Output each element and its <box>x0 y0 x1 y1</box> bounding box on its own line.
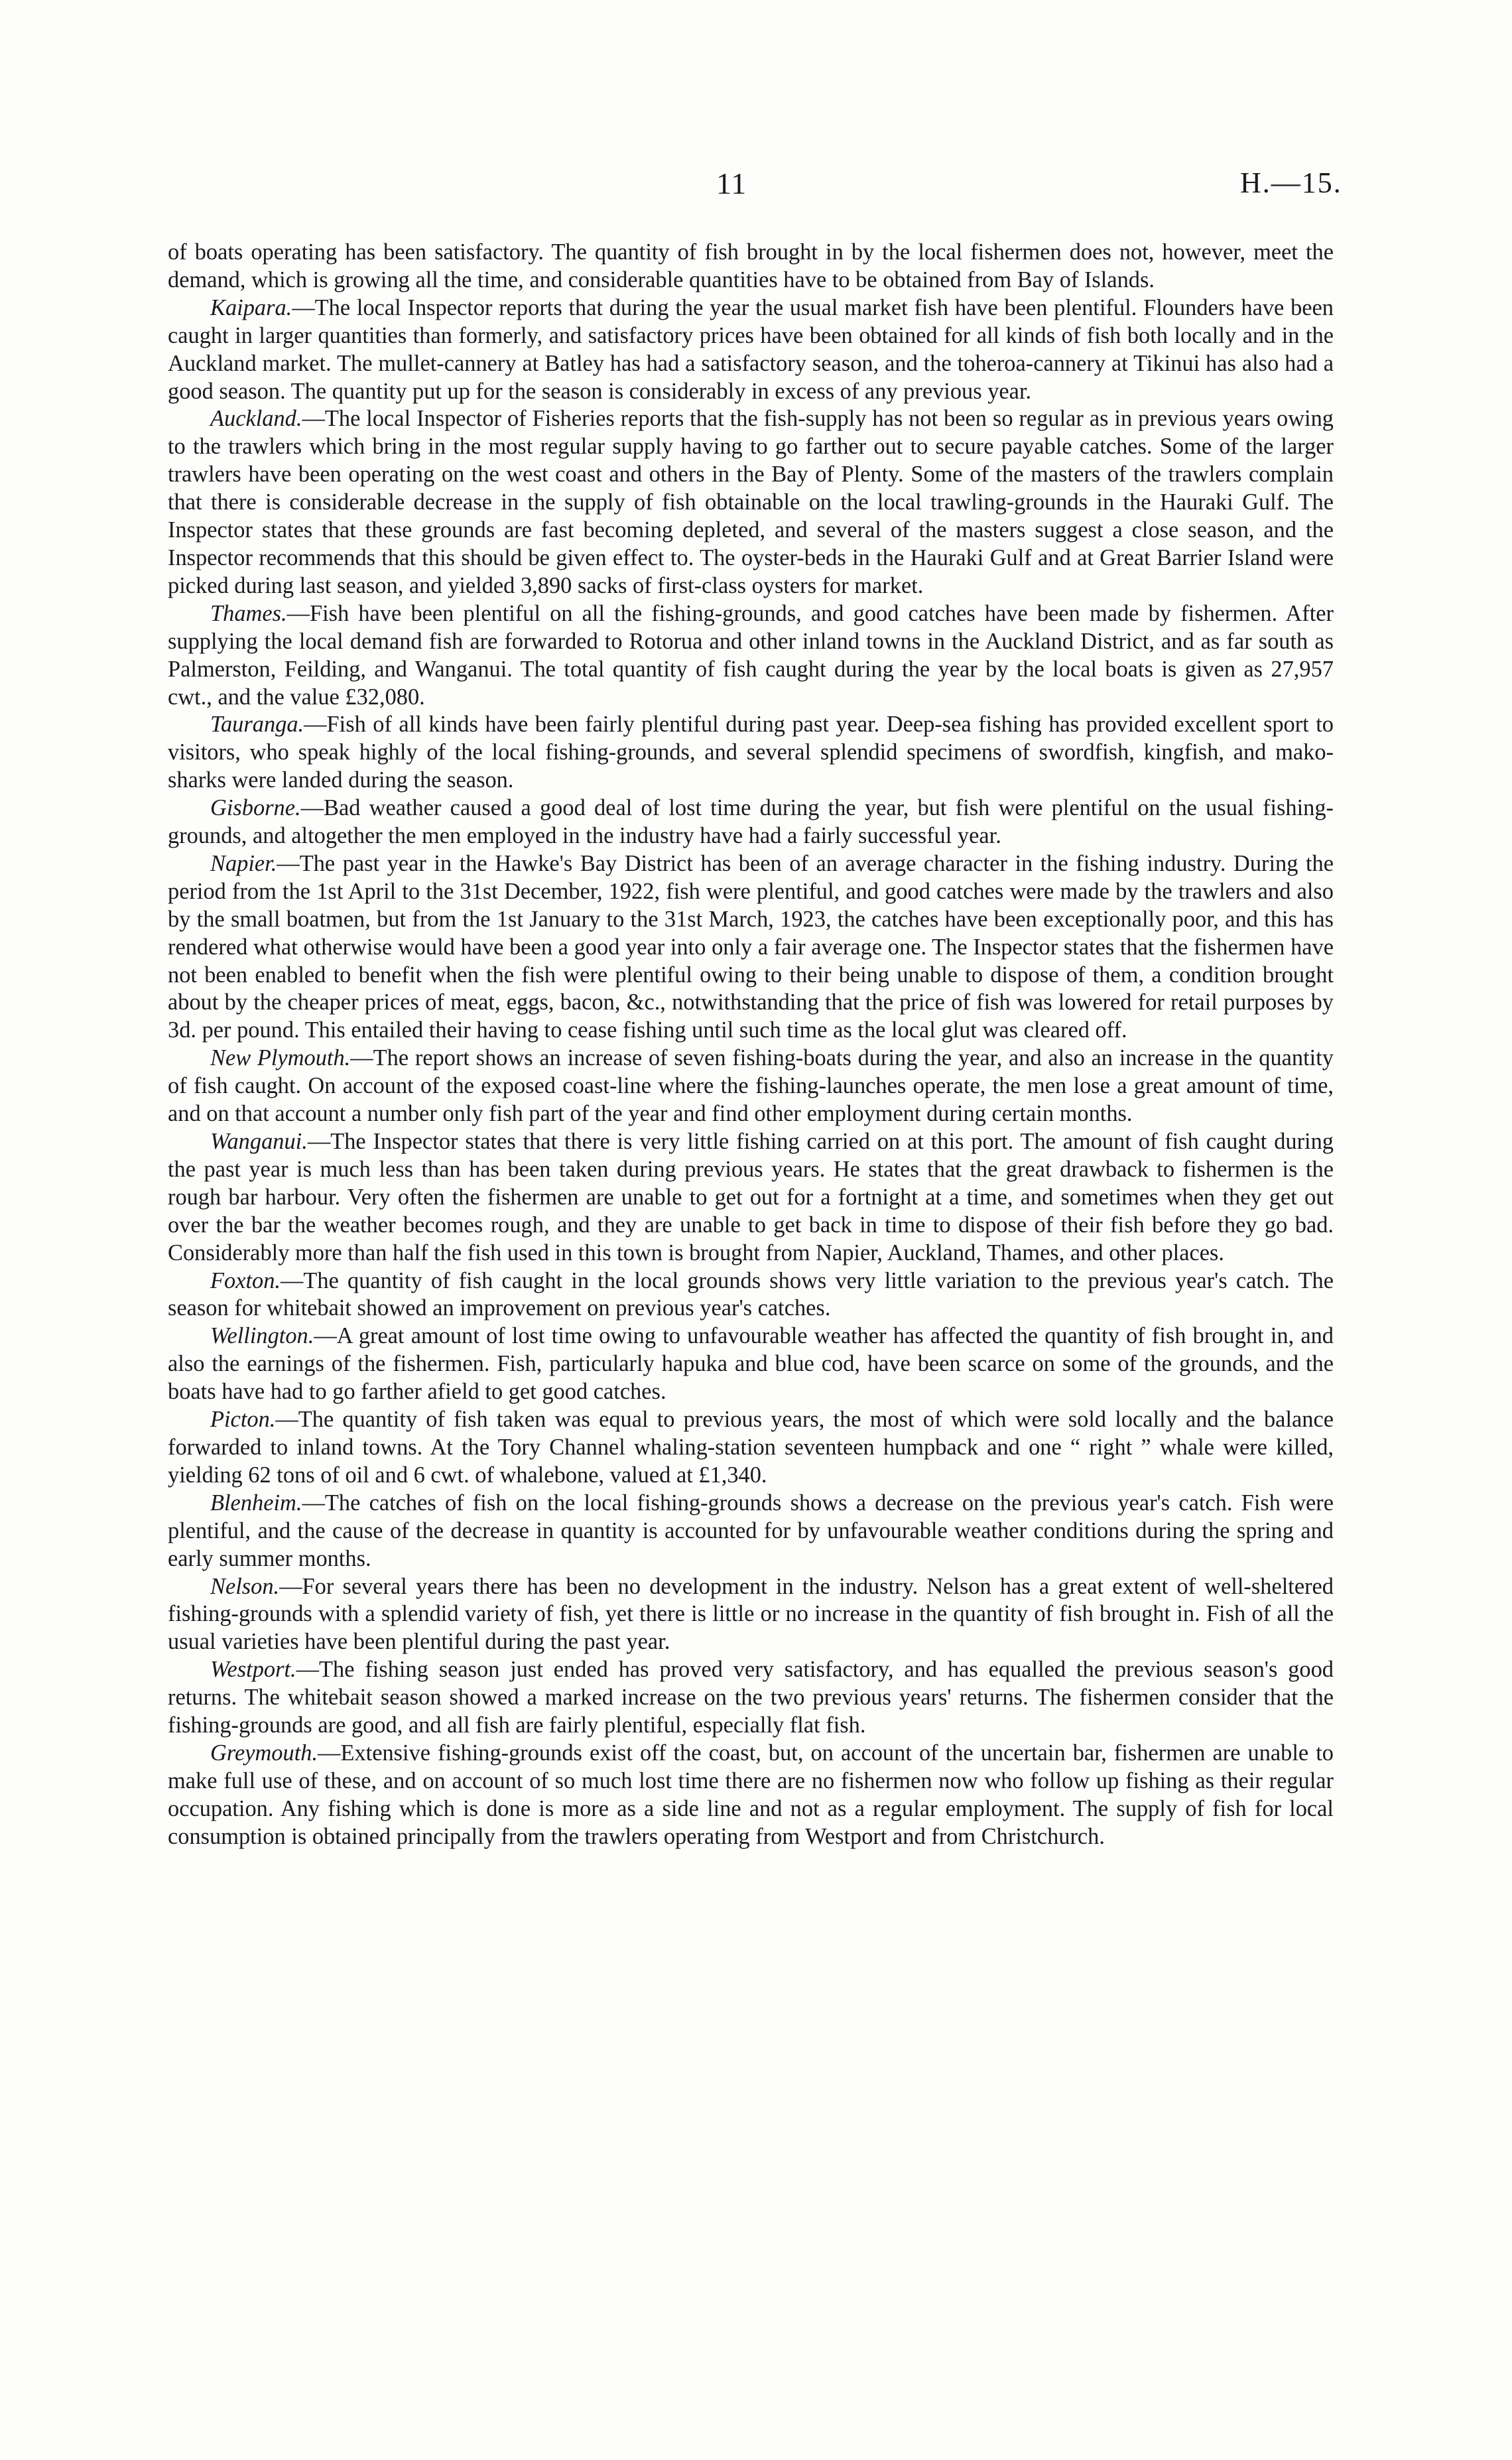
section-text: —The fishing season just ended has proved very satisfactory, and has equalled the previous season's good returns. The whitebait season showed a marked increase on the two previous years' returns. The fishermen consider that the fishing-grounds are good, and all fish are fairly plentiful, especially flat fish. <box>168 1657 1334 1738</box>
section-text: —The local Inspector reports that during the year the usual market fish have been plentiful. Flounders have been caught in larger quantities than formerly, and satisfactory prices have been obtained for all kinds of fish both locally and in the Auckland market. The mullet-cannery at Batley has had a satisfactory season, and the toheroa-cannery at Tikinui has also had a good season. The quantity put up for the season is considerably in excess of any previous year. <box>168 294 1334 404</box>
place-heading: Wanganui. <box>210 1129 308 1154</box>
section-wanganui <box>168 1128 1334 1267</box>
document-reference: H.—15. <box>1240 166 1342 199</box>
section-text: —The quantity of fish caught in the local grounds shows very little variation to the previous year's catch. The season for whitebait showed an improvement on previous year's catches. <box>168 1267 1334 1321</box>
section-text: —The local Inspector of Fisheries reports that the fish-supply has not been so regular as in previous years owing to the trawlers which bring in the most regular supply having to go farther out to secure payable catches. Some of the larger trawlers have been operating on the west coast and others in the Bay of Plenty. Some of the masters of the trawlers complain that there is considerable decrease in the supply of fish obtainable on the local trawling-grounds in the Hauraki Gulf. The Inspector states that these grounds are fast becoming depleted, and several of the masters suggest a close season, and the Inspector recommends that this should be given effect to. The oyster-beds in the Hauraki Gulf and at Great Barrier Island were picked during last season, and yielded 3,890 sacks of first-class oysters for market. <box>168 406 1334 598</box>
place-heading: Wellington. <box>210 1323 314 1349</box>
section-blenheim <box>168 1490 1334 1573</box>
place-heading: Tauranga. <box>210 712 304 738</box>
section-auckland <box>168 405 1334 600</box>
section-text: —The past year in the Hawke's Bay District has been of an average character in the fishing industry. During the period from the 1st April to the 31st December, 1922, fish were plentiful, and good catches were made by the trawlers and also by the small boatmen, but from the 1st January to the 31st March, 1923, the catches have been exceptionally poor, and this has rendered what otherwise would have been a good year into only a fair average one. The Inspector states that the fishermen have not been enabled to benefit when the fish were plentiful owing to their being unable to dispose of them, a condition brought about by the cheaper prices of meat, eggs, bacon, &c., notwithstanding that the price of fish was lowered for retail purposes by 3d. per pound. This entailed their having to cease fishing until such time as the local glut was cleared off. <box>168 850 1334 1043</box>
section-text: —Fish have been plentiful on all the fishing-grounds, and good catches have been made by fishermen. After supplying the local demand fish are forwarded to Rotorua and other inland towns in the Auckland District, and as far south as Palmerston, Feilding, and Wanganui. The total quantity of fish caught during the year by the local boats is given as 27,957 cwt., and the value £32,080. <box>168 600 1334 710</box>
section-nelson <box>168 1573 1334 1657</box>
place-heading: Kaipara. <box>210 294 292 320</box>
section-text: —Fish of all kinds have been fairly plentiful during past year. Deep-sea fishing has provided excellent sport to visitors, who speak highly of the local fishing-grounds, and several splendid specimens of swordfish, kingfish, and mako-sharks were landed during the season. <box>168 712 1334 793</box>
section-napier <box>168 850 1334 1045</box>
section-text: —The quantity of fish taken was equal to previous years, the most of which were sold locally and the balance forwarded to inland towns. At the Tory Channel whaling-station seventeen humpback and one “ right ” whale were killed, yielding 62 tons of oil and 6 cwt. of whalebone, valued at £1,340. <box>168 1407 1334 1488</box>
place-heading: Greymouth. <box>210 1740 318 1766</box>
section-new-plymouth <box>168 1045 1334 1128</box>
continuation-paragraph: of boats operating has been satisfactory. The quantity of fish brought in by the local fishermen does not, however, meet the demand, which is growing all the time, and considerable quantities have to be obtained from Bay of Islands. <box>168 239 1334 292</box>
section-thames <box>168 600 1334 712</box>
section-gisborne <box>168 795 1334 850</box>
page-header <box>0 166 1512 212</box>
section-text: —The report shows an increase of seven fishing-boats during the year, and also an increase in the quantity of fish caught. On account of the exposed coast-line where the fishing-launches operate, the men lose a great amount of time, and on that account a number only fish part of the year and find other employment during certain months. <box>168 1045 1334 1127</box>
place-heading: Nelson. <box>210 1573 280 1599</box>
place-heading: Gisborne. <box>210 795 301 821</box>
place-heading: Auckland. <box>210 406 302 432</box>
place-heading: Napier. <box>210 850 277 876</box>
place-heading: Westport. <box>210 1657 296 1683</box>
place-heading: Foxton. <box>210 1267 281 1293</box>
place-heading: Blenheim. <box>210 1490 302 1516</box>
section-text: —The Inspector states that there is very little fishing carried on at this port. The amount of fish caught during the past year is much less than has been taken during previous years. He states that the great drawback to fishermen is the rough bar harbour. Very often the fishermen are unable to get out for a fortnight at a time, and sometimes when they get out over the bar the weather becomes rough, and they are unable to get back in time to dispose of their fish before they go bad. Considerably more than half the fish used in this town is brought from Napier, Auckland, Thames, and other places. <box>168 1129 1334 1265</box>
body-text <box>168 239 1334 1851</box>
page-number: 11 <box>716 166 747 200</box>
place-heading: Picton. <box>210 1407 276 1433</box>
place-heading: New Plymouth. <box>210 1045 351 1071</box>
section-text: —Bad weather caused a good deal of lost time during the year, but fish were plentiful on the usual fishing-grounds, and altogether the men employed in the industry have had a fairly successful year. <box>168 795 1334 849</box>
place-heading: Thames. <box>210 600 287 626</box>
section-text: —Extensive fishing-grounds exist off the coast, but, on account of the uncertain bar, fishermen are unable to make full use of these, and on account of so much lost time there are no fishermen now who follow up fishing as their regular occupation. Any fishing which is done is more as a side line and not as a regular employment. The supply of fish for local consumption is obtained principally from the trawlers operating from Westport and from Christchurch. <box>168 1740 1334 1849</box>
section-westport <box>168 1656 1334 1740</box>
section-text: —The catches of fish on the local fishing-grounds shows a decrease on the previous year's catch. Fish were plentiful, and the cause of the decrease in quantity is accounted for by unfavourable weather conditions during the spring and early summer months. <box>168 1490 1334 1571</box>
section-foxton <box>168 1267 1334 1323</box>
section-wellington <box>168 1323 1334 1406</box>
section-greymouth <box>168 1740 1334 1851</box>
section-text: —A great amount of lost time owing to unfavourable weather has affected the quantity of fish brought in, and also the earnings of the fishermen. Fish, particularly hapuka and blue cod, have been scarce on some of the grounds, and the boats have had to go farther afield to get good catches. <box>168 1323 1334 1405</box>
section-tauranga <box>168 711 1334 795</box>
section-kaipara <box>168 294 1334 406</box>
section-text: —For several years there has been no development in the industry. Nelson has a great extent of well-sheltered fishing-grounds with a splendid variety of fish, yet there is little or no increase in the quantity of fish brought in. Fish of all the usual varieties have been plentiful during the past year. <box>168 1573 1334 1655</box>
section-picton <box>168 1406 1334 1490</box>
